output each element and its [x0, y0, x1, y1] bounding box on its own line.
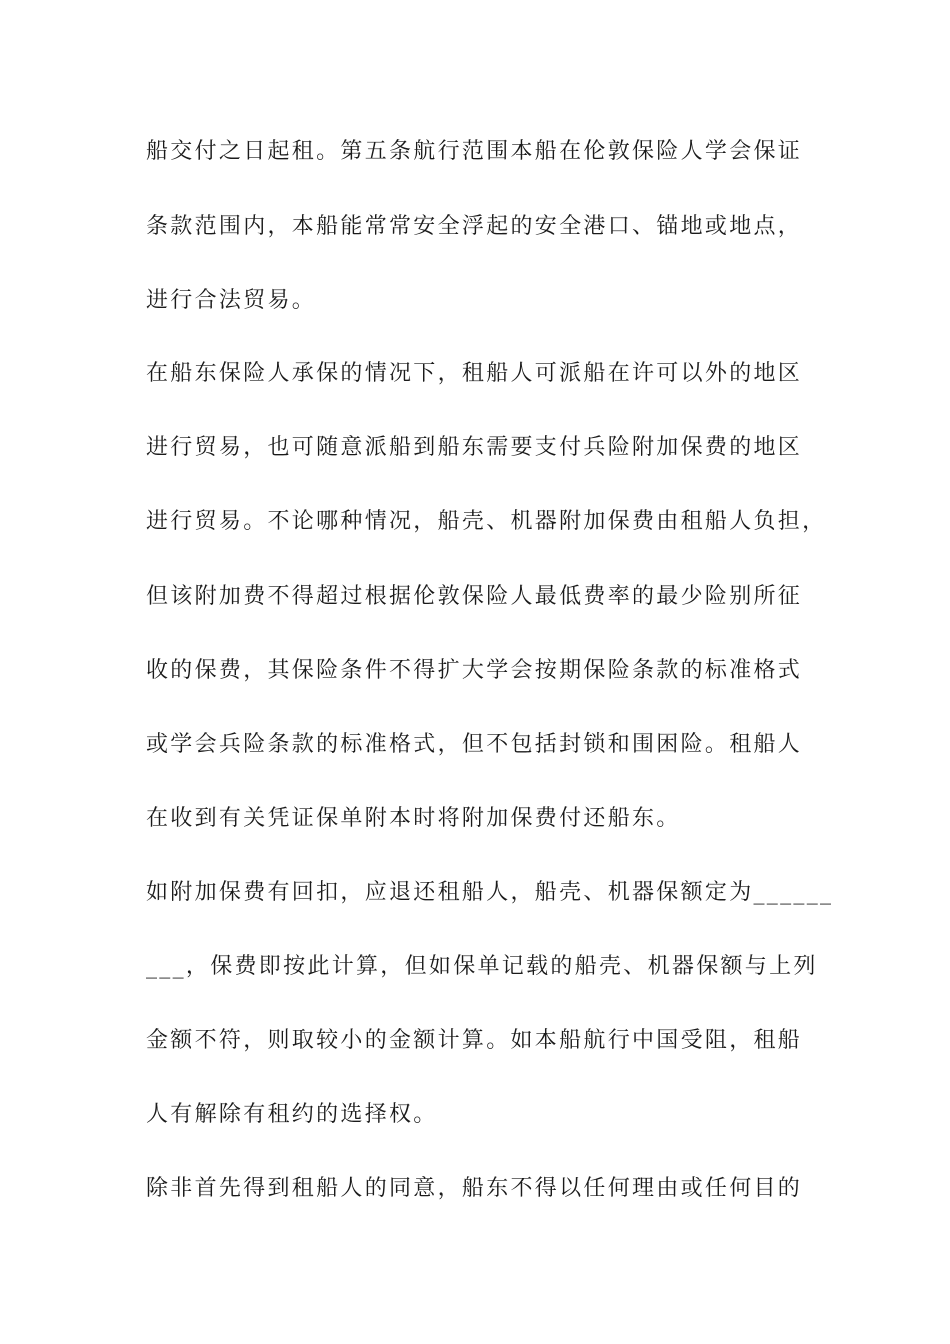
text-line-12: ___，保费即按此计算，但如保单记载的船壳、机器保额与上列 [146, 954, 818, 979]
text-line-4: 在船东保险人承保的情况下，租船人可派船在许可以外的地区 [146, 361, 803, 386]
text-line-8: 收的保费，其保险条件不得扩大学会按期保险条款的标准格式 [146, 658, 803, 683]
text-line-1: 船交付之日起租。第五条航行范围本船在伦敦保险人学会保证 [146, 139, 803, 164]
text-line-5: 进行贸易，也可随意派船到船东需要支付兵险附加保费的地区 [146, 435, 803, 460]
text-line-14: 人有解除有租约的选择权。 [146, 1102, 438, 1127]
text-line-7: 但该附加费不得超过根据伦敦保险人最低费率的最少险别所征 [146, 584, 803, 609]
text-line-3: 进行合法贸易。 [146, 288, 317, 313]
text-line-11: 如附加保费有回扣，应退还租船人，船壳、机器保额定为______ [146, 880, 834, 905]
text-line-15: 除非首先得到租船人的同意，船东不得以任何理由或任何目的 [146, 1176, 803, 1201]
text-line-13: 金额不符，则取较小的金额计算。如本船航行中国受阻，租船 [146, 1028, 803, 1053]
text-line-2: 条款范围内，本船能常常安全浮起的安全港口、锚地或地点， [146, 214, 803, 239]
text-line-10: 在收到有关凭证保单附本时将附加保费付还船东。 [146, 806, 681, 831]
text-line-9: 或学会兵险条款的标准格式，但不包括封锁和围困险。租船人 [146, 732, 803, 757]
text-line-6: 进行贸易。不论哪种情况，船壳、机器附加保费由租船人负担， [146, 509, 827, 534]
